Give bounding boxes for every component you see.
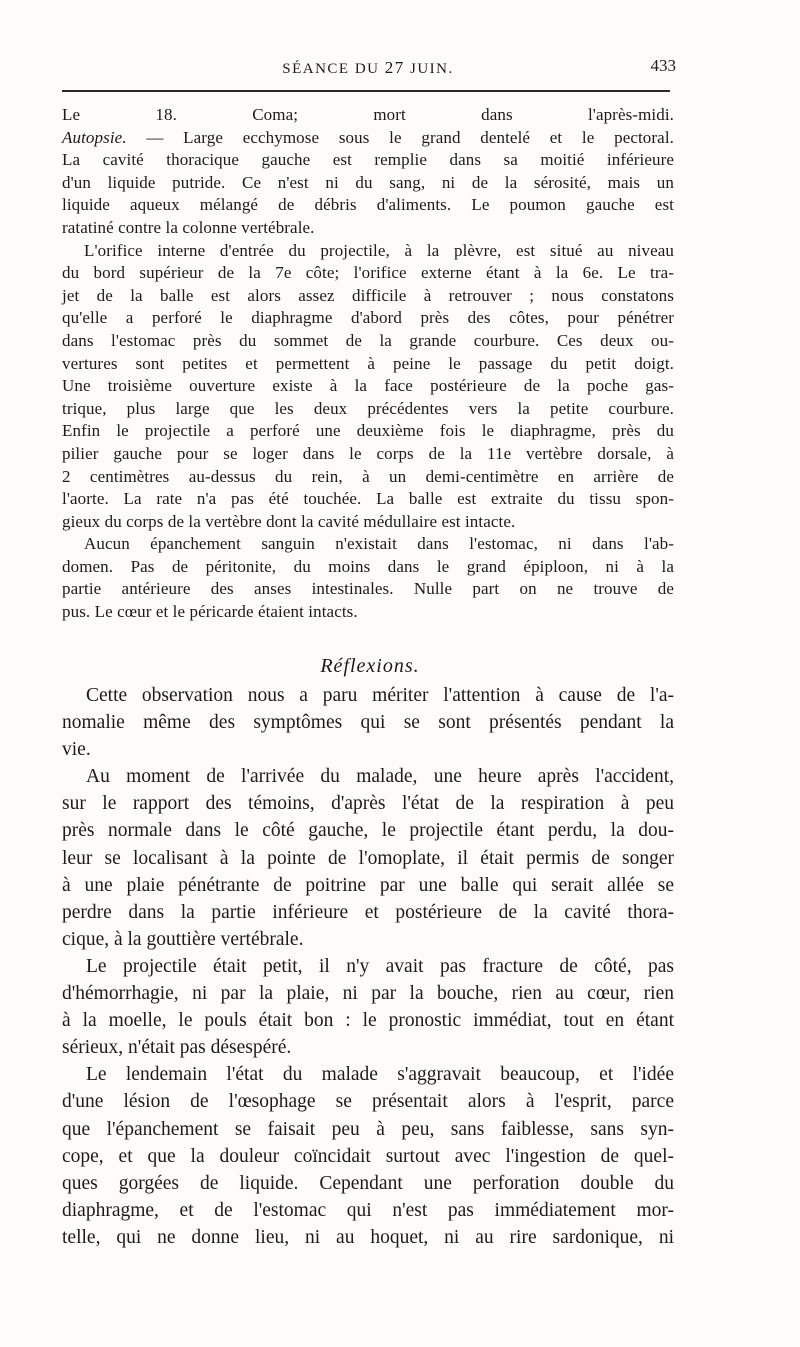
text-line: vertures sont petites et permettent à peine le passage du petit doigt. [62, 353, 674, 373]
running-title [62, 58, 674, 78]
text-line: Le 18. Coma; mort dans l'après-midi. [62, 105, 674, 124]
text-line: pus. Le cœur et le péricarde étaient intacts. [62, 602, 358, 622]
text-line: nomalie même des symptômes qui se sont présentés pendant la [62, 712, 674, 734]
text-line: d'hémorrhagie, ni par la plaie, ni par la bouche, rien au cœur, rien [62, 983, 674, 1005]
text-line: qu'elle a perforé le diaphragme d'abord près des côtes, pour pénétrer [62, 308, 674, 328]
text-line: vie. [62, 739, 91, 761]
text-line: ques gorgées de liquide. Cependant une perforation double du [62, 1172, 674, 1194]
text-line: sérieux, n'était pas désespéré. [62, 1037, 292, 1059]
autopsy-report [62, 104, 674, 624]
text-line: du bord supérieur de la 7e côte; l'orifice externe étant à la 6e. Le tra- [62, 263, 674, 283]
text-line: diaphragme, et de l'estomac qui n'est pas immédiatement mor- [62, 1199, 674, 1221]
text-line: Le lendemain l'état du malade s'aggravait beaucoup, et l'idée [86, 1064, 674, 1086]
text-line: liquide aqueux mélangé de débris d'aliments. Le poumon gauche est [62, 195, 674, 215]
text-line: L'orifice interne d'entrée du projectile, à la plèvre, est situé au niveau [84, 240, 674, 260]
text-line: à la moelle, le pouls était bon : le pronostic immédiat, tout en étant [62, 1010, 674, 1032]
running-title-prefix: SÉANCE DU [282, 61, 385, 77]
header-rule [62, 90, 670, 92]
text-line: leur se localisant à la pointe de l'omoplate, il était permis de songer [62, 847, 674, 869]
text-line: telle, qui ne donne lieu, ni au hoquet, ni au rire sardonique, ni [62, 1226, 674, 1248]
text-line: La cavité thoracique gauche est remplie dans sa moitié inférieure [62, 150, 674, 170]
text-line: Cette observation nous a paru mériter l'attention à cause de l'a- [86, 685, 674, 706]
text-line: sur le rapport des témoins, d'après l'état de la respiration à peu [62, 793, 674, 815]
text-line: perdre dans la partie inférieure et postérieure de la cavité thora- [62, 901, 674, 923]
section-heading: Réflexions. [320, 655, 420, 677]
text-line: cope, et que la douleur coïncidait surtout avec l'ingestion de quel- [62, 1145, 674, 1167]
text-line: 2 centimètres au-dessus du rein, à un demi-centimètre en arrière de [62, 466, 674, 486]
reflections-body [62, 682, 674, 1251]
text-line: Une troisième ouverture existe à la face postérieure de la poche gas- [62, 376, 674, 396]
text-line: d'une lésion de l'œsophage se présentait alors à l'esprit, parce [62, 1091, 674, 1113]
text-line: jet de la balle est alors assez difficile à retrouver ; nous constatons [62, 285, 674, 305]
text-line: l'aorte. La rate n'a pas été touchée. La balle est extraite du tissu spon- [62, 489, 674, 509]
text-line: Aucun épanchement sanguin n'existait dans l'estomac, ni dans l'ab- [84, 534, 674, 554]
autopsy-lead: Autopsie. [62, 127, 127, 147]
text-line: dans l'estomac près du sommet de la grande courbure. Ces deux ou- [62, 330, 674, 350]
page-number: 433 [650, 56, 676, 75]
text-line: cique, à la gouttière vertébrale. [62, 928, 304, 950]
text-line: Au moment de l'arrivée du malade, une heure après l'accident, [86, 766, 674, 788]
text-line: ratatiné contre la colonne vertébrale. [62, 217, 315, 237]
text-line: que l'épanchement se faisait peu à peu, sans faiblesse, sans syn- [62, 1118, 674, 1140]
running-title-suffix: JUIN. [404, 61, 454, 77]
text-line: Autopsie. — Large ecchymose sous le grand dentelé et le pectoral. [62, 127, 674, 147]
text-line: pilier gauche pour se loger dans le corps de la 11e vertèbre dorsale, à [62, 443, 674, 463]
text-line: Enfin le projectile a perforé une deuxième fois le diaphragme, près du [62, 421, 674, 441]
text-line: domen. Pas de péritonite, du moins dans le grand épiploon, ni à la [62, 556, 674, 576]
text-line: Le projectile était petit, il n'y avait pas fracture de côté, pas [86, 955, 674, 977]
text-line: partie antérieure des anses intestinales. Nulle part on ne trouve de [62, 579, 674, 599]
page-header [62, 58, 674, 86]
text-line: à une plaie pénétrante de poitrine par une balle qui serait allée se [62, 874, 674, 896]
running-title-date: 27 [384, 58, 405, 77]
text-line: gieux du corps de la vertèbre dont la cavité médullaire est intacte. [62, 511, 516, 531]
text-line: trique, plus large que les deux précédentes vers la petite courbure. [62, 398, 674, 418]
text-line: d'un liquide putride. Ce n'est ni du sang, ni de la sérosité, mais un [62, 172, 674, 192]
text-line: près normale dans le côté gauche, le projectile étant perdu, la dou- [62, 820, 674, 842]
